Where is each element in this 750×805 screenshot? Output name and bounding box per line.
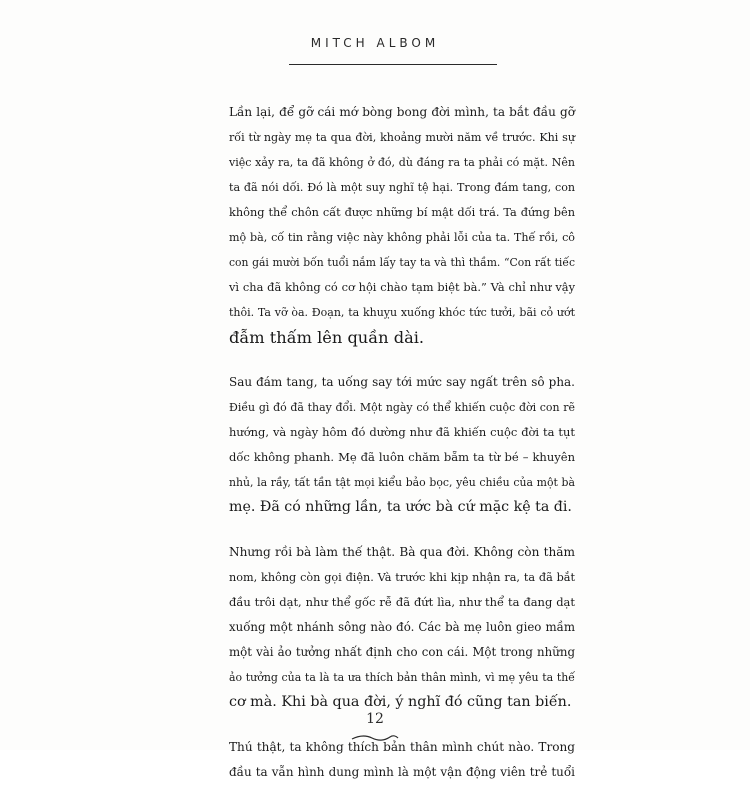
flourish-ornament-icon (350, 733, 400, 743)
text-line: vì cha đã không có cơ hội chào tạm biệt bà.” Và chỉ như vậy (229, 280, 575, 294)
paragraph (229, 735, 575, 785)
text-line: cơ mà. Khi bà qua đời, ý nghĩ đó cũng tan biến. (229, 694, 572, 710)
text-line: ta đã nói dối. Đó là một suy nghĩ tệ hại. Trong đám tang, con (229, 181, 575, 194)
paragraph (229, 540, 575, 715)
text-line: thôi. Ta vỡ òa. Đoạn, ta khuỵu xuống khóc tức tưởi, bãi cỏ ướt (229, 306, 575, 319)
text-line: mộ bà, cố tin rằng việc này không phải lỗi của ta. Thế rồi, cô (229, 231, 575, 244)
text-line: mẹ. Đã có những lần, ta ước bà cứ mặc kệ ta đi. (229, 499, 572, 515)
header-rule (289, 64, 497, 65)
text-line: Thú thật, ta không thích bản thân mình chút nào. Trong (229, 740, 575, 754)
text-line: con gái mười bốn tuổi nắm lấy tay ta và thì thầm. “Con rất tiếc (229, 256, 575, 269)
text-line: dốc không phanh. Mẹ đã luôn chăm bẵm ta từ bé – khuyên (229, 450, 575, 464)
text-line: nhủ, la rầy, tất tần tật mọi kiểu bảo bọc, yêu chiều của một bà (229, 476, 575, 489)
text-line: đầu ta vẫn hình dung mình là một vận động viên trẻ tuổi (229, 765, 575, 779)
text-line: rối từ ngày mẹ ta qua đời, khoảng mười năm về trước. Khi sự (229, 131, 575, 144)
text-line: đầu trôi dạt, như thể gốc rễ đã đứt lìa, như thể ta đang dạt (229, 595, 575, 609)
text-line: không thể chôn cất được những bí mật dối trá. Ta đứng bên (229, 205, 575, 219)
text-line: Sau đám tang, ta uống say tới mức say ngất trên sô pha. (229, 375, 575, 389)
page-number: 12 (366, 711, 384, 727)
paragraph (229, 370, 575, 520)
text-line: Lần lại, để gỡ cái mớ bòng bong đời mình, ta bắt đầu gỡ (229, 105, 575, 119)
running-head: MITCH ALBOM (310, 36, 440, 50)
text-line: việc xảy ra, ta đã không ở đó, dù đáng ra ta phải có mặt. Nên (229, 156, 575, 169)
text-line: một vài ảo tưởng nhất định cho con cái. Một trong những (229, 645, 575, 659)
text-line: nom, không còn gọi điện. Và trước khi kịp nhận ra, ta đã bắt (229, 571, 575, 584)
text-line: ảo tưởng của ta là ta ưa thích bản thân mình, vì mẹ yêu ta thế (229, 671, 575, 684)
text-line: xuống một nhánh sông nào đó. Các bà mẹ luôn gieo mầm (229, 620, 575, 634)
text-line: Nhưng rồi bà làm thế thật. Bà qua đời. Không còn thăm (229, 545, 575, 559)
body-text (229, 100, 575, 805)
text-line: đẫm thấm lên quần dài. (229, 328, 425, 347)
paragraph (229, 100, 575, 350)
text-line: Điều gì đó đã thay đổi. Một ngày có thể khiến cuộc đời con rẽ (229, 401, 575, 414)
text-line: hướng, và ngày hôm đó dường như đã khiến cuộc đời ta tụt (229, 425, 575, 439)
